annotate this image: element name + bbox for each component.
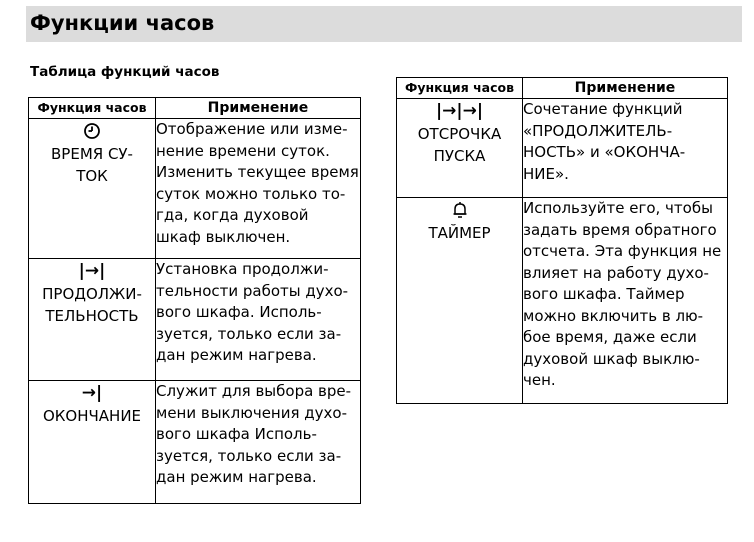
function-description: Используйте его, чтобы задать время обратного отсчета. Эта функция не влияет на работу духо- вого шкафа. Таймер можно включить в лю- бое время, даже если духовой шкаф выклю- чен. <box>523 198 728 404</box>
table-row <box>29 259 361 381</box>
column-header-function: Функция часов <box>397 78 523 99</box>
column-header-function: Функция часов <box>29 98 156 119</box>
function-cell <box>397 198 523 404</box>
section-title: Таблица функций часов <box>30 64 220 80</box>
end-time-icon: →| <box>81 383 103 403</box>
function-cell <box>29 381 156 504</box>
bell-icon <box>397 198 522 222</box>
function-description: Отображение или изме- нение времени суток. Изменить текущее время суток можно только то- гда, когда духовой шкаф выключен. <box>156 119 361 259</box>
function-cell <box>29 119 156 259</box>
clock-functions-table-left <box>28 97 361 504</box>
column-header-usage: Применение <box>156 98 361 119</box>
function-description: Служит для выбора вре- мени выключения духо- вого шкафа Исполь- зуется, только если за- дан режим нагрева. <box>156 381 361 504</box>
function-description: Установка продолжи- тельности работы духо- вого шкафа. Исполь- зуется, только если за- дан режим нагрева. <box>156 259 361 381</box>
table-header-row <box>397 78 728 99</box>
clock-icon <box>29 119 155 143</box>
table-row <box>397 198 728 404</box>
function-cell <box>397 99 523 198</box>
function-name: ВРЕМЯ СУ- ТОК <box>51 145 133 185</box>
table-row <box>29 119 361 259</box>
column-header-usage: Применение <box>523 78 728 99</box>
time-delay-icon: |→|→| <box>435 101 484 121</box>
duration-icon: |→| <box>78 261 106 281</box>
function-name: ПРОДОЛЖИ- ТЕЛЬНОСТЬ <box>42 285 142 325</box>
table-row <box>29 381 361 504</box>
function-name: ОТСРОЧКА ПУСКА <box>417 125 502 165</box>
function-name: ТАЙМЕР <box>428 224 491 242</box>
clock-functions-table-right <box>396 77 728 404</box>
function-description: Сочетание функций «ПРОДОЛЖИТЕЛЬ- НОСТЬ» и «ОКОНЧА- НИЕ». <box>523 99 728 198</box>
function-name: ОКОНЧАНИЕ <box>42 407 142 425</box>
page-title: Функции часов <box>30 11 215 35</box>
table-row <box>397 99 728 198</box>
table-header-row <box>29 98 361 119</box>
function-cell <box>29 259 156 381</box>
